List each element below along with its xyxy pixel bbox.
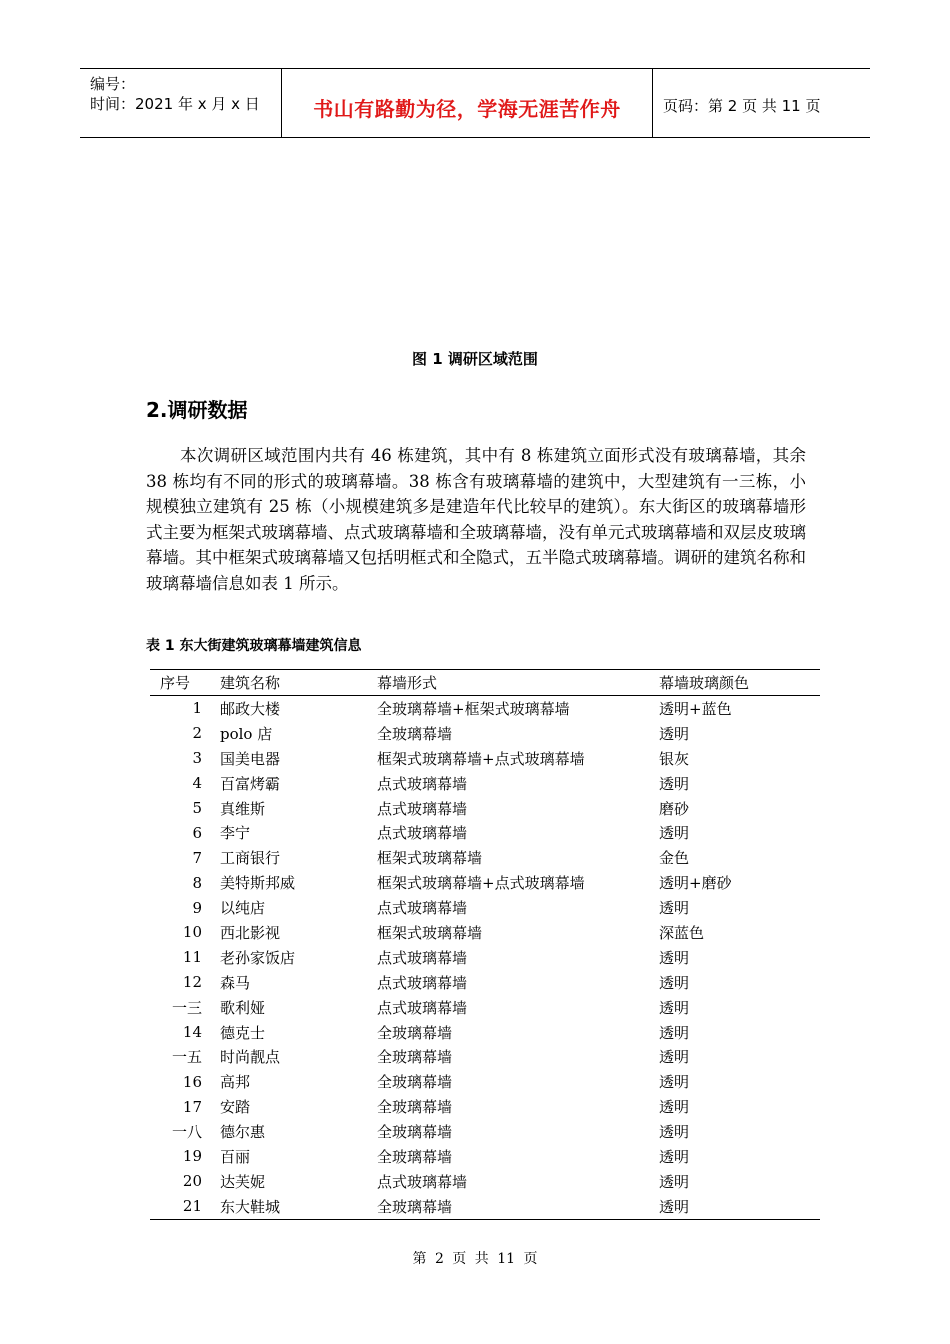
row-building-name: 国美电器: [220, 749, 281, 768]
row-curtain-type: 全玻璃幕墙: [377, 1048, 453, 1067]
row-curtain-type: 框架式玻璃幕墙: [377, 923, 483, 942]
row-curtain-type: 全玻璃幕墙: [377, 1194, 659, 1219]
row-building-name: 高邦: [220, 1073, 251, 1092]
row-building-name: 美特斯邦威: [220, 874, 296, 893]
row-glass-color: 透明: [659, 948, 690, 967]
row-glass-color: 透明: [659, 1098, 690, 1117]
row-curtain-type: 点式玻璃幕墙: [377, 774, 468, 793]
row-index: 4: [192, 774, 202, 793]
row-glass-color: 透明: [659, 998, 690, 1017]
row-building-name: 德克士: [220, 1023, 266, 1042]
row-glass-color: 透明: [659, 1123, 690, 1142]
header-building-name: 建筑名称: [220, 670, 377, 696]
row-building-name: 德尔惠: [220, 1123, 266, 1142]
header-curtain-type: 幕墙形式: [377, 670, 659, 696]
table-row: [150, 746, 820, 771]
row-curtain-type: 点式玻璃幕墙: [377, 998, 468, 1017]
table-row: [150, 945, 820, 970]
row-building-name: 工商银行: [220, 849, 281, 868]
row-index: 9: [192, 898, 202, 917]
row-curtain-type: 全玻璃幕墙+框架式玻璃幕墙: [377, 699, 570, 718]
row-curtain-type: 点式玻璃幕墙: [377, 799, 468, 818]
page-header: [80, 68, 870, 138]
row-curtain-type: 全玻璃幕墙: [377, 1023, 453, 1042]
building-info-table: [150, 669, 820, 1220]
table-row: [150, 1044, 820, 1069]
row-glass-color: 深蓝色: [659, 923, 705, 942]
row-curtain-type: 全玻璃幕墙: [377, 1098, 453, 1117]
row-index: 12: [182, 973, 202, 992]
row-curtain-type: 全玻璃幕墙: [377, 1123, 453, 1142]
row-index: 一三: [171, 998, 202, 1017]
time-label: 时间：2021 年 x 月 x 日: [90, 95, 260, 113]
figure-caption: 图 1 调研区域范围: [412, 350, 538, 368]
motto-text: 书山有路勤为径，学海无涯苦作舟: [313, 97, 621, 121]
table-row: [150, 870, 820, 895]
header-right-cell: [653, 69, 870, 137]
row-index: 3: [192, 749, 202, 768]
row-building-name: 老孙家饭店: [220, 948, 296, 967]
row-building-name: polo 店: [220, 724, 273, 743]
body-paragraph: 本次调研区域范围内共有 46 栋建筑，其中有 8 栋建筑立面形式没有玻璃幕墙，其余 38 栋均有不同的形式的玻璃幕墙。38 栋含有玻璃幕墙的建筑中，大型建筑有一三栋，小规模独立建筑有 25 栋（小规模建筑多是建造年代比较早的建筑）。东大街区的玻璃幕墙形式主要为框架式玻璃幕墙、点式玻璃幕墙和全玻璃幕墙，没有单元式玻璃幕墙和双层皮玻璃幕墙。其中框架式玻璃幕墙又包括明框式和全隐式，五半隐式玻璃幕墙。调研的建筑名称和玻璃幕墙信息如表 1 所示。: [146, 446, 806, 593]
row-glass-color: 透明: [659, 1194, 820, 1219]
row-index: 7: [192, 848, 202, 867]
page-footer: 第 2 页 共 11 页: [412, 1251, 538, 1267]
row-building-name: 时尚靓点: [220, 1048, 281, 1067]
row-index: 6: [192, 823, 202, 842]
table-row: [150, 920, 820, 945]
header-glass-color: 幕墙玻璃颜色: [659, 670, 820, 696]
table-row: [150, 1069, 820, 1094]
number-label: 编号：: [90, 75, 136, 93]
row-building-name: 李宁: [220, 824, 251, 843]
table-row: [150, 1144, 820, 1169]
row-glass-color: 透明: [659, 1048, 690, 1067]
table-row: [150, 895, 820, 920]
row-index: 20: [182, 1172, 202, 1191]
row-glass-color: 透明: [659, 899, 690, 918]
row-glass-color: 透明+磨砂: [659, 874, 732, 893]
row-building-name: 森马: [220, 973, 251, 992]
row-curtain-type: 框架式玻璃幕墙+点式玻璃幕墙: [377, 874, 585, 893]
table-row: [150, 1020, 820, 1045]
row-index: 17: [182, 1097, 202, 1116]
row-building-name: 歌利娅: [220, 998, 266, 1017]
row-building-name: 邮政大楼: [220, 699, 281, 718]
row-curtain-type: 点式玻璃幕墙: [377, 899, 468, 918]
row-building-name: 真维斯: [220, 799, 266, 818]
row-glass-color: 透明: [659, 774, 690, 793]
row-curtain-type: 全玻璃幕墙: [377, 724, 453, 743]
row-glass-color: 透明: [659, 1073, 690, 1092]
row-curtain-type: 全玻璃幕墙: [377, 1147, 453, 1166]
row-building-name: 安踏: [220, 1098, 251, 1117]
row-glass-color: 透明: [659, 724, 690, 743]
row-glass-color: 透明: [659, 1147, 690, 1166]
row-index: 21: [150, 1194, 220, 1219]
row-glass-color: 透明: [659, 1172, 690, 1191]
row-index: 8: [192, 873, 202, 892]
header-left-cell: [80, 69, 282, 137]
row-index: 2: [192, 724, 202, 743]
row-index: 一八: [171, 1123, 202, 1142]
table-row: [150, 696, 820, 721]
row-glass-color: 透明: [659, 1023, 690, 1042]
row-index: 16: [182, 1072, 202, 1091]
row-glass-color: 银灰: [659, 749, 690, 768]
row-building-name: 达芙妮: [220, 1172, 266, 1191]
row-building-name: 以纯店: [220, 899, 266, 918]
table-row: [150, 820, 820, 845]
table-row: [150, 796, 820, 821]
table-row: [150, 771, 820, 796]
row-curtain-type: 点式玻璃幕墙: [377, 973, 468, 992]
table-row: [150, 1094, 820, 1119]
row-curtain-type: 框架式玻璃幕墙: [377, 849, 483, 868]
row-index: 1: [192, 699, 202, 718]
table-row: [150, 1119, 820, 1144]
row-curtain-type: 点式玻璃幕墙: [377, 1172, 468, 1191]
row-glass-color: 磨砂: [659, 799, 690, 818]
row-glass-color: 透明: [659, 973, 690, 992]
table-header-row: [150, 670, 820, 696]
header-middle-cell: [282, 69, 653, 137]
table-caption: 表 1 东大街建筑玻璃幕墙建筑信息: [146, 638, 362, 654]
row-index: 5: [192, 799, 202, 817]
table-row: [150, 1194, 820, 1219]
header-index: 序号: [150, 670, 220, 696]
row-glass-color: 透明: [659, 824, 690, 843]
row-building-name: 东大鞋城: [220, 1194, 377, 1219]
table-row: [150, 845, 820, 870]
row-glass-color: 透明+蓝色: [659, 699, 732, 718]
table-row: [150, 970, 820, 995]
row-index: 10: [182, 923, 202, 942]
row-building-name: 西北影视: [220, 923, 281, 942]
row-curtain-type: 点式玻璃幕墙: [377, 948, 468, 967]
table-body: [150, 696, 820, 1220]
row-curtain-type: 框架式玻璃幕墙+点式玻璃幕墙: [377, 749, 585, 768]
row-index: 19: [182, 1147, 202, 1166]
row-curtain-type: 全玻璃幕墙: [377, 1073, 453, 1092]
table-row: [150, 721, 820, 746]
row-glass-color: 金色: [659, 849, 690, 868]
section-title: 2.调研数据: [146, 398, 248, 422]
row-index: 11: [182, 948, 202, 967]
row-curtain-type: 点式玻璃幕墙: [377, 824, 468, 843]
row-index: 一五: [171, 1048, 202, 1067]
table-row: [150, 995, 820, 1020]
table-row: [150, 1169, 820, 1194]
row-index: 14: [182, 1023, 202, 1042]
row-building-name: 百丽: [220, 1147, 251, 1166]
header-page-label: 页码：第 2 页 共 11 页: [663, 97, 821, 115]
row-building-name: 百富烤霸: [220, 774, 281, 793]
